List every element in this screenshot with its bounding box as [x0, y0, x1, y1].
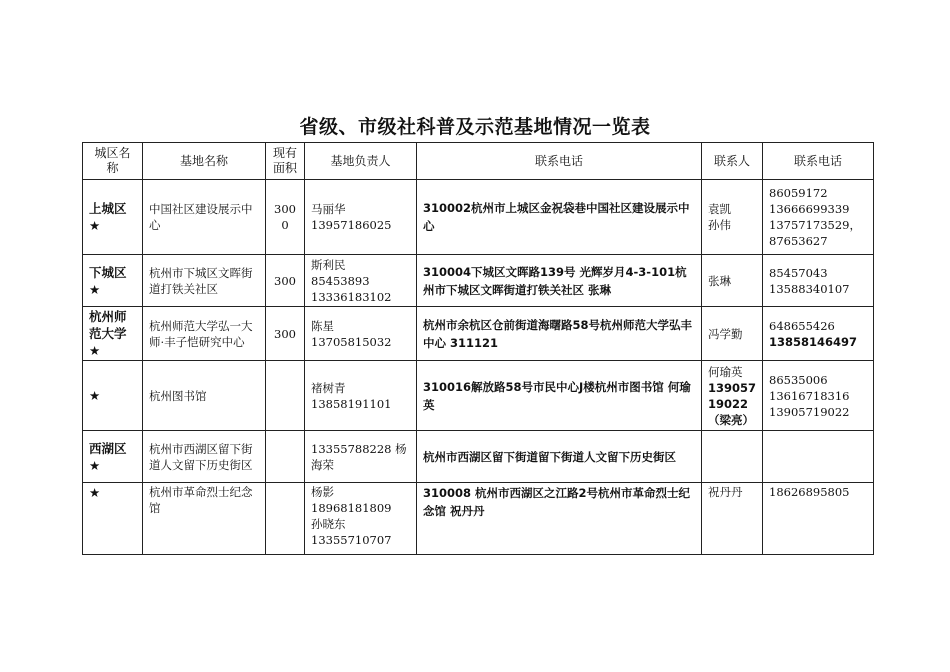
- contact-cell: [702, 361, 763, 431]
- address-cell: 310004下城区文晖路139号 光辉岁月4-3-101杭州市下城区文晖街道打铁关社区 张琳: [417, 255, 702, 307]
- header-contact-phone: 联系电话: [763, 143, 874, 180]
- base-name-cell: 杭州师范大学弘一大师·丰子恺研究中心: [143, 307, 266, 361]
- manager-line: 13336183102: [311, 289, 392, 304]
- manager-cell: [305, 307, 417, 361]
- base-name-cell: 杭州市下城区文晖街道打铁关社区: [143, 255, 266, 307]
- district-cell: ★: [83, 483, 143, 555]
- contact-cell: [702, 431, 763, 483]
- address-cell: 杭州市余杭区仓前街道海曙路58号杭州师范大学弘丰中心 311121: [417, 307, 702, 361]
- header-manager: 基地负责人: [305, 143, 417, 180]
- contact-line: 袁凯: [708, 202, 731, 216]
- contact_phone-line: 13588340107: [769, 281, 850, 296]
- contact-phone-cell: [763, 431, 874, 483]
- address-cell: 杭州市西湖区留下街道留下街道人文留下历史街区: [417, 431, 702, 483]
- table-row: [83, 255, 874, 307]
- manager-line: 13957186025: [311, 218, 392, 232]
- contact-cell: [702, 255, 763, 307]
- base-name-cell: 杭州市西湖区留下街道人文留下历史街区: [143, 431, 266, 483]
- district-cell: ★: [83, 361, 143, 431]
- contact-phone-cell: [763, 483, 874, 555]
- manager-line: 13858191101: [311, 396, 392, 411]
- contact_phone-line: 86059172: [769, 186, 828, 200]
- manager-line: 褚树青: [311, 380, 346, 395]
- base-name-cell: 中国社区建设展示中心: [143, 180, 266, 255]
- contact_phone-line: 13666699339: [769, 202, 850, 216]
- table-row: [83, 361, 874, 431]
- area-cell: 300: [266, 307, 305, 361]
- contact-cell: [702, 483, 763, 555]
- district-cell: 下城区★: [83, 255, 143, 307]
- area-cell: 3000: [266, 180, 305, 255]
- area-cell: [266, 483, 305, 555]
- contact-cell: [702, 307, 763, 361]
- table-row: [83, 431, 874, 483]
- page-title: 省级、市级社科普及示范基地情况一览表: [299, 116, 651, 138]
- contact-cell: [702, 180, 763, 255]
- area-cell: [266, 431, 305, 483]
- manager-line: 18968181809: [311, 501, 392, 515]
- contact_phone-line: 13616718316: [769, 388, 850, 403]
- header-area: 现有面积: [266, 143, 305, 180]
- contact-line: 孙伟: [708, 218, 731, 232]
- contact-phone-cell: [763, 361, 874, 431]
- table-row: [83, 483, 874, 555]
- contact-line: 祝丹丹: [708, 485, 743, 499]
- header-row: [83, 143, 874, 180]
- contact-line: 13905719022（梁亮）: [708, 380, 757, 427]
- manager-cell: [305, 361, 417, 431]
- area-cell: [266, 361, 305, 431]
- manager-line: 斯利民: [311, 257, 346, 272]
- address-cell: 310002杭州市上城区金祝袋巷中国社区建设展示中心: [417, 180, 702, 255]
- contact-line: 何瑜英: [708, 364, 743, 379]
- base-table: [82, 142, 874, 555]
- area-cell: 300: [266, 255, 305, 307]
- header-phone: 联系电话: [417, 143, 702, 180]
- manager-cell: [305, 431, 417, 483]
- contact_phone-line: 648655426: [769, 318, 835, 333]
- contact_phone-line: 18626895805: [769, 485, 850, 499]
- district-cell: 杭州师范大学★: [83, 307, 143, 361]
- manager-line: 孙晓东: [311, 517, 346, 531]
- contact-phone-cell: [763, 180, 874, 255]
- contact_phone-line: 13858146497: [769, 334, 858, 349]
- base-name-cell: 杭州市革命烈士纪念馆: [143, 483, 266, 555]
- manager-cell: [305, 180, 417, 255]
- manager-cell: [305, 483, 417, 555]
- contact-line: 冯学勤: [708, 326, 743, 341]
- manager-line: 13705815032: [311, 334, 392, 349]
- address-cell: 310008 杭州市西湖区之江路2号杭州市革命烈士纪念馆 祝丹丹: [417, 483, 702, 555]
- header-base-name: 基地名称: [143, 143, 266, 180]
- address-cell: 310016解放路58号市民中心J楼杭州市图书馆 何瑜英: [417, 361, 702, 431]
- contact_phone-line: 13757173529，87653627: [769, 218, 861, 248]
- contact-line: 张琳: [708, 273, 731, 288]
- table-row: [83, 307, 874, 361]
- manager-cell: [305, 255, 417, 307]
- district-cell: 西湖区★: [83, 431, 143, 483]
- contact_phone-line: 13905719022: [769, 404, 850, 419]
- district-cell: 上城区★: [83, 180, 143, 255]
- manager-line: 85453893: [311, 273, 370, 288]
- header-contact: 联系人: [702, 143, 763, 180]
- contact_phone-line: 86535006: [769, 372, 828, 387]
- manager-line: 13355710707: [311, 533, 392, 547]
- manager-line: 陈星: [311, 318, 334, 333]
- contact-phone-cell: [763, 307, 874, 361]
- manager-line: 马丽华: [311, 202, 346, 216]
- base-name-cell: 杭州图书馆: [143, 361, 266, 431]
- table-row: [83, 180, 874, 255]
- header-district: 城区名称: [83, 143, 143, 180]
- contact_phone-line: 85457043: [769, 265, 828, 280]
- contact-phone-cell: [763, 255, 874, 307]
- manager-line: 13355788228 杨海荣: [311, 441, 407, 472]
- manager-line: 杨影: [311, 485, 334, 499]
